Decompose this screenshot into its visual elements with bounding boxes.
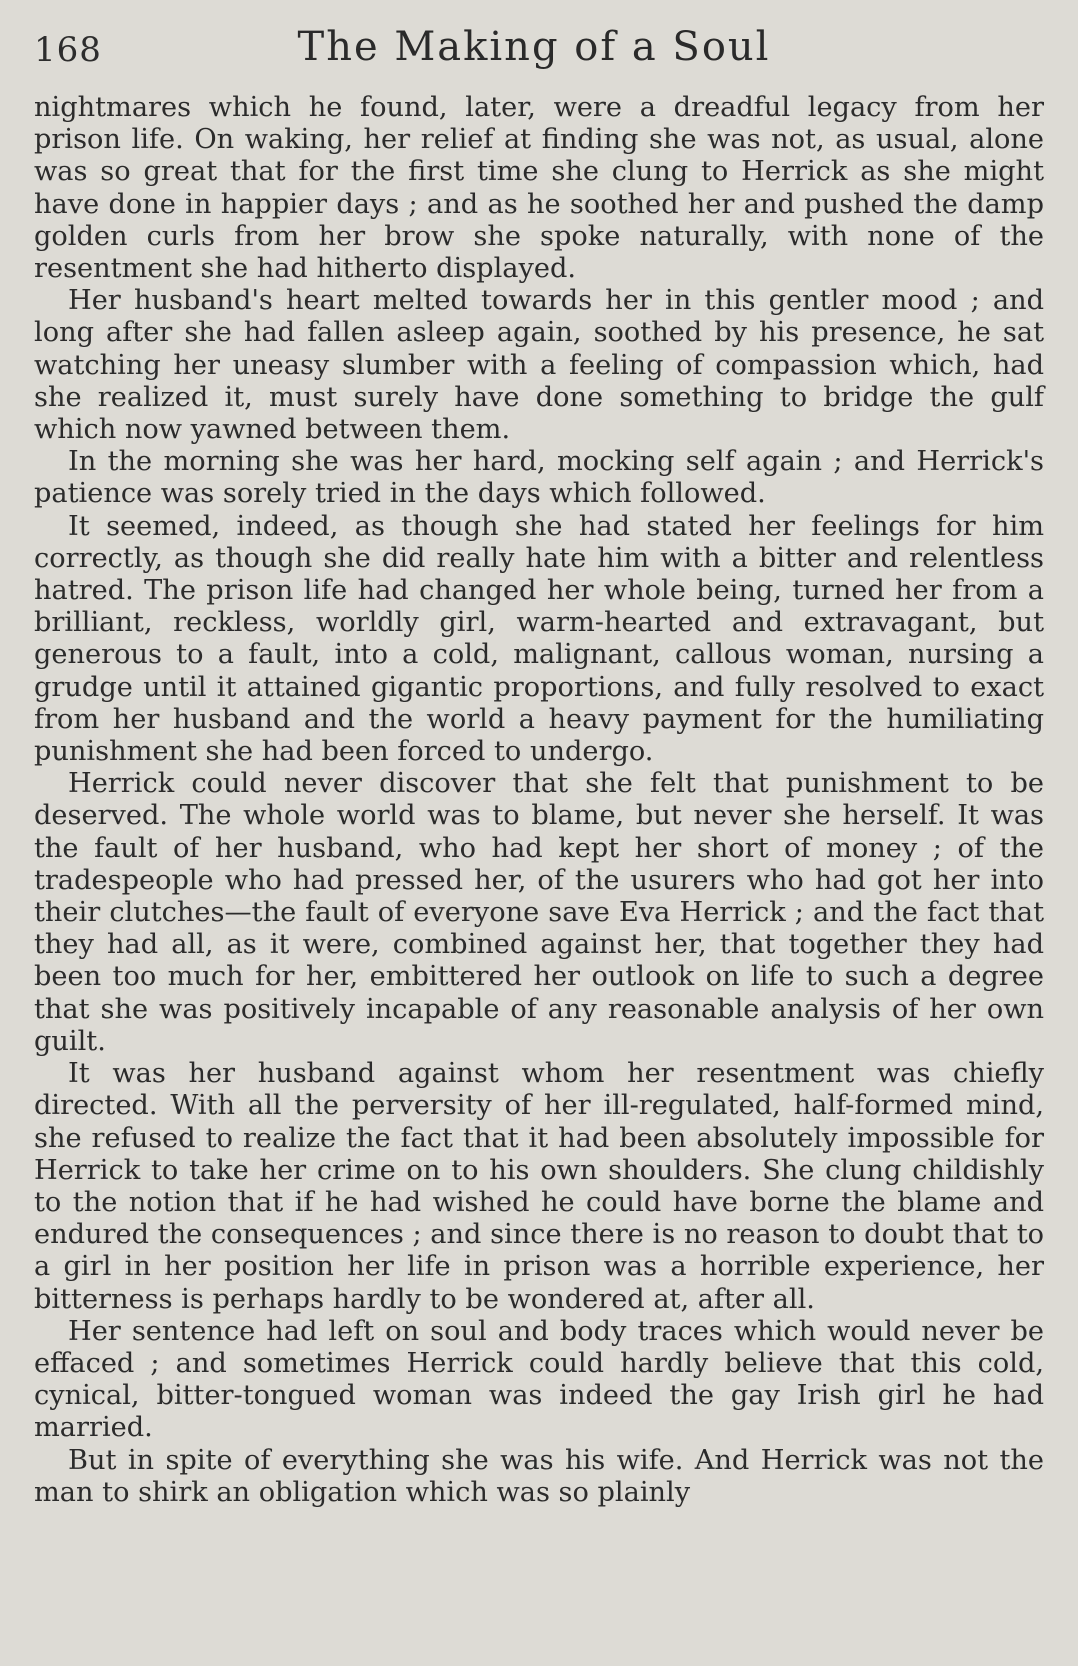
running-title: The Making of a Soul (297, 24, 771, 70)
paragraph-3: In the morning she was her hard, mocking self again ; and Herrick's patience was sorely tried in the days which followed. (34, 446, 1044, 510)
paragraph-4: It seemed, indeed, as though she had stated her feelings for him correctly, as though she did really hate him with a bitter and relentless hatred. The prison life had changed her whole being, turned her from a brilliant, reckless, worldly girl, warm-hearted and extravagant, but generous to a fault, into a cold, malignant, callous woman, nursing a grudge until it attained gigantic proportions, and fully resolved to exact from her husband and the world a heavy payment for the humiliating punishment she had been forced to undergo. (34, 510, 1044, 768)
body-text (34, 92, 1044, 1509)
paragraph-6: It was her husband against whom her resentment was chiefly directed. With all the perversity of her ill-regulated, half-formed mind, she refused to realize the fact that it had been absolutely impossible for Herrick to take her crime on to his own shoulders. She clung childishly to the notion that if he had wished he could have borne the blame and endured the consequences ; and since there is no reason to doubt that to a girl in her position her life in prison was a horrible experience, her bitterness is perhaps hardly to be wondered at, after all. (34, 1058, 1044, 1315)
paragraph-5: Herrick could never discover that she felt that punishment to be deserved. The whole world was to blame, but never she herself. It was the fault of her husband, who had kept her short of money ; of the tradespeople who had pressed her, of the usurers who had got her into their clutches—the fault of everyone save Eva Herrick ; and the fact that they had all, as it were, combined against her, that together they had been too much for her, embittered her outlook on life to such a degree that she was positively incapable of any reasonable analysis of her own guilt. (34, 768, 1044, 1057)
paragraph-2: Her husband's heart melted towards her in this gentler mood ; and long after she had fallen asleep again, soothed by his presence, he sat watching her uneasy slumber with a feeling of compassion which, had she realized it, must surely have done something to bridge the gulf which now yawned between them. (34, 285, 1044, 446)
page-header (34, 20, 1034, 70)
page-number: 168 (34, 30, 102, 70)
paragraph-1: nightmares which he found, later, were a dreadful legacy from her prison life. On waking, her relief at finding she was not, as usual, alone was so great that for the first time she clung to Herrick as she might have done in happier days ; and as he soothed her and pushed the damp golden curls from her brow she spoke naturally, with none of the resentment she had hitherto displayed. (34, 92, 1044, 285)
paragraph-7: Her sentence had left on soul and body traces which would never be effaced ; and sometimes Herrick could hardly believe that this cold, cynical, bitter-tongued woman was indeed the gay Irish girl he had married. (34, 1315, 1044, 1444)
paragraph-8: But in spite of everything she was his wife. And Herrick was not the man to shirk an obligation which was so plainly (34, 1444, 1044, 1508)
